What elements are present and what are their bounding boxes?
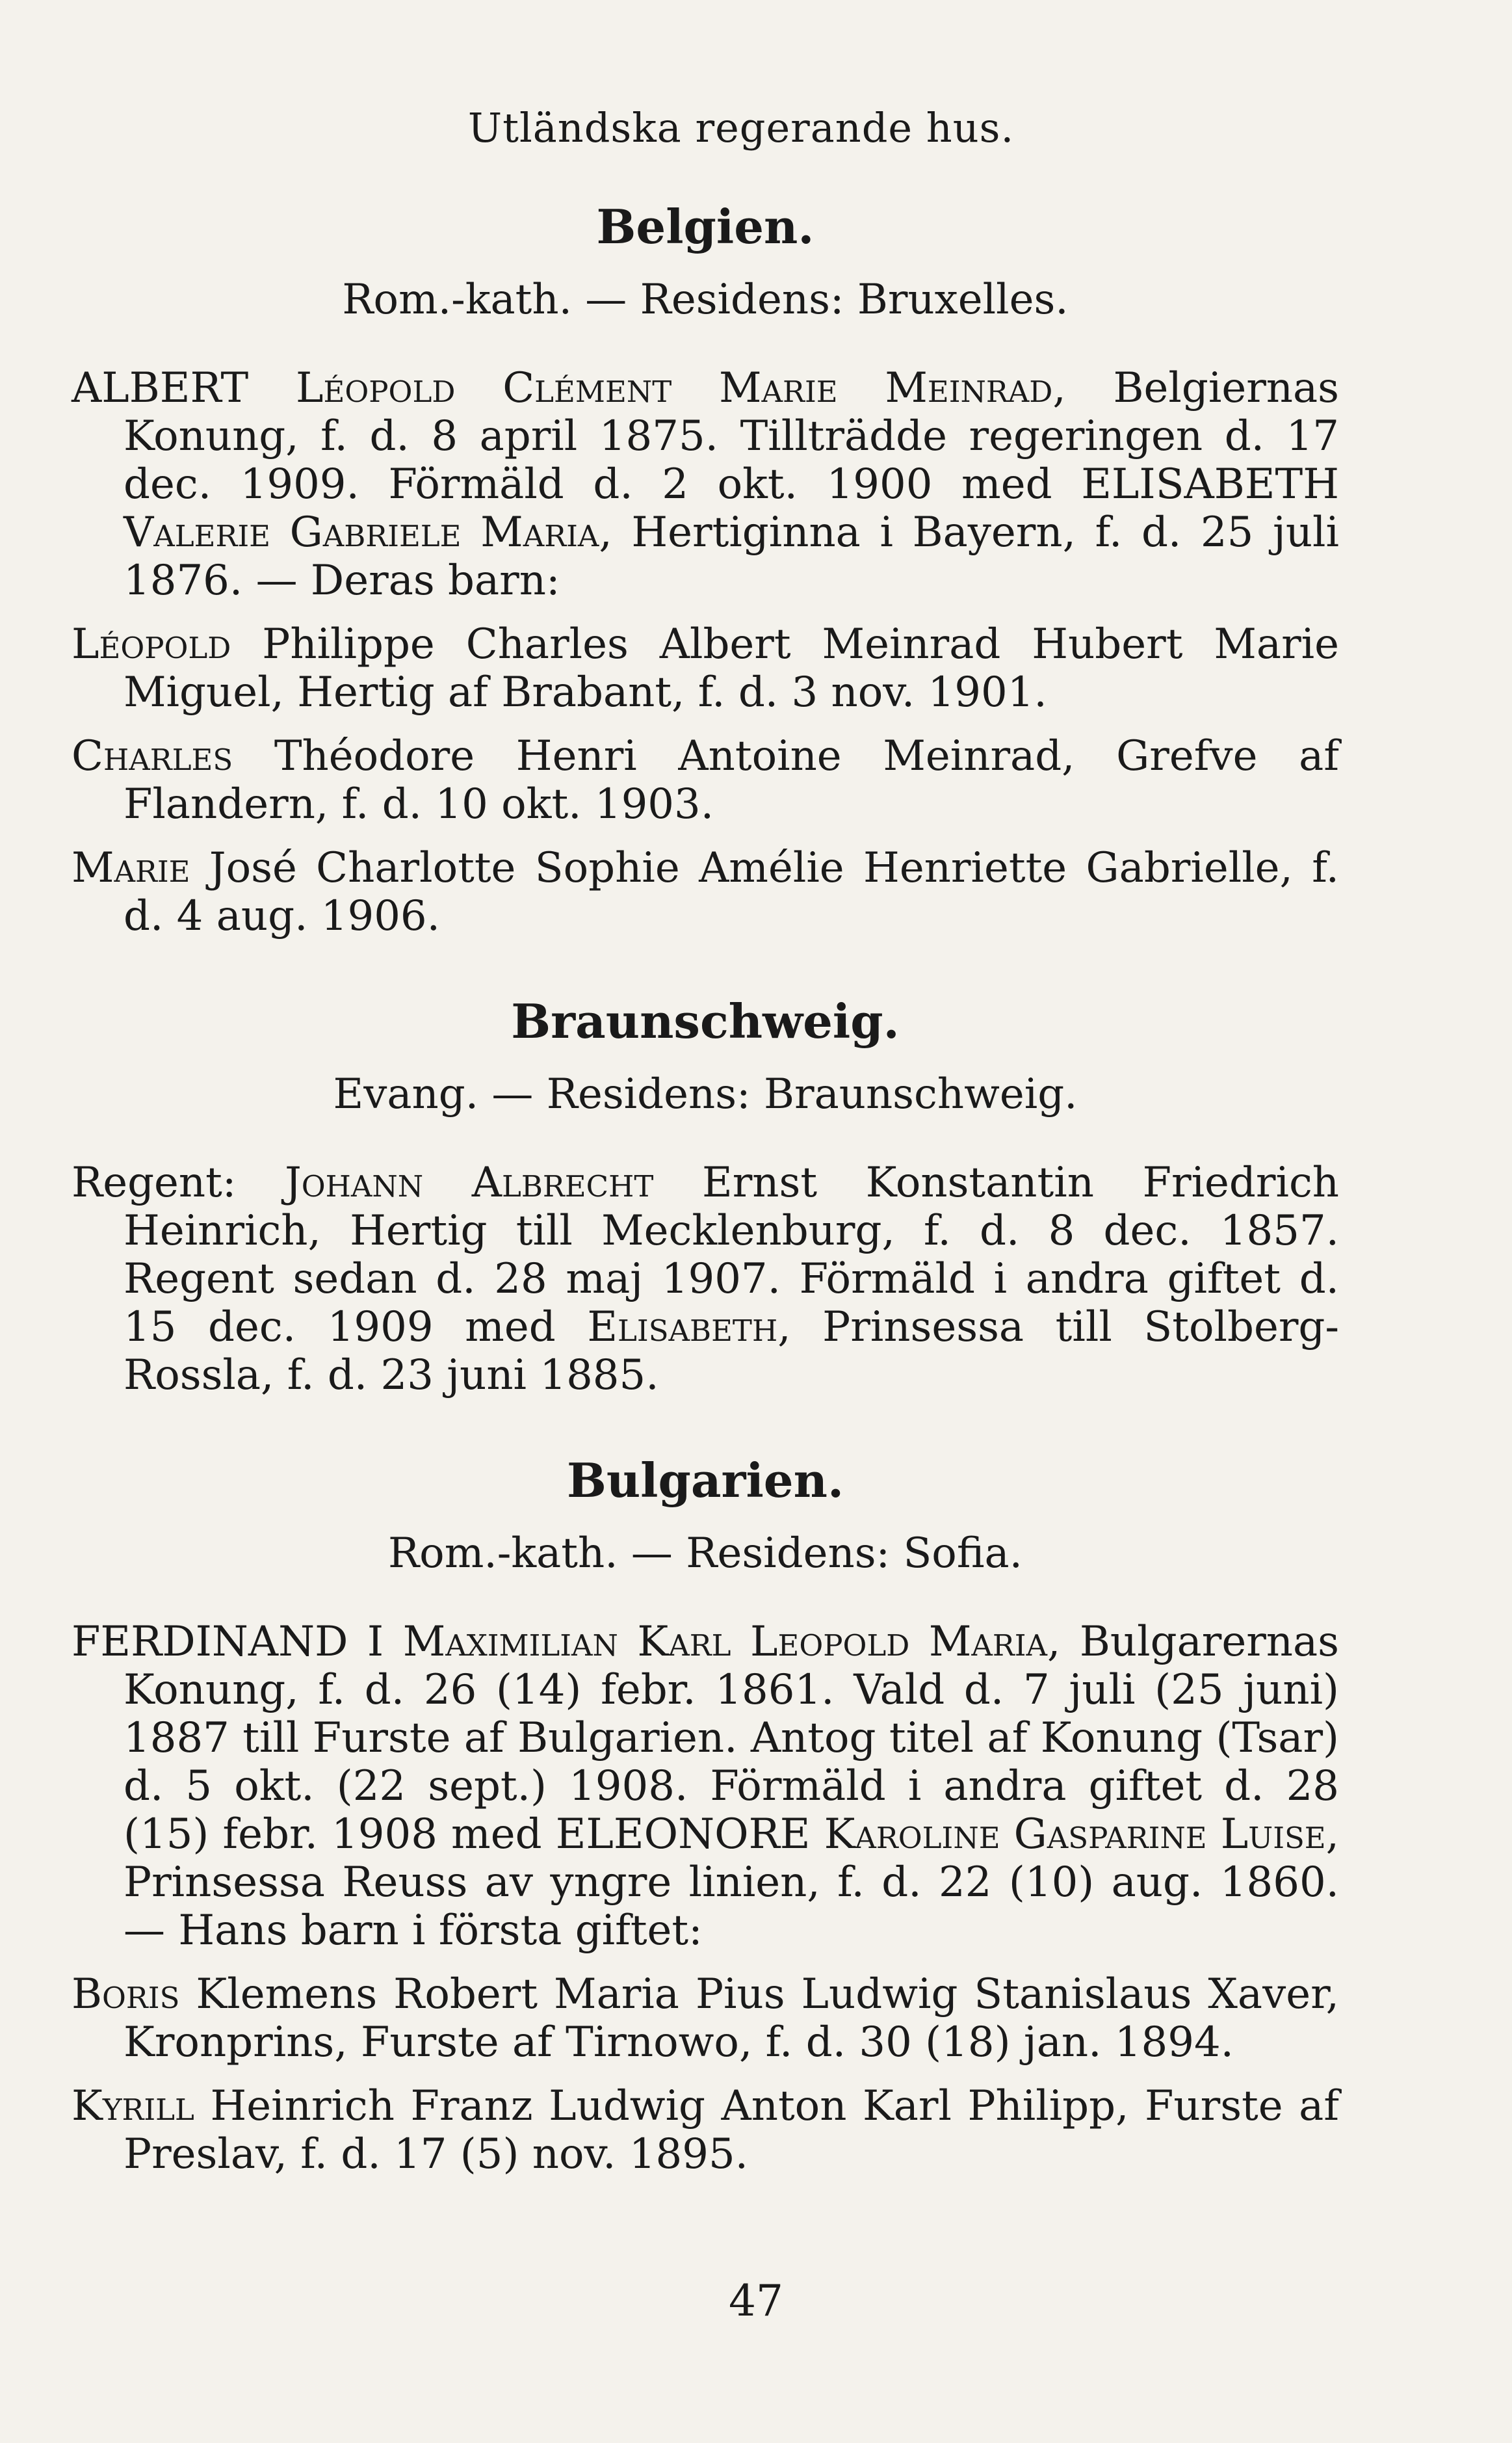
running-head: Utländska regerande hus.	[467, 104, 1015, 152]
page-body	[72, 104, 1339, 2230]
entry: FERDINAND I Maximilian Karl Leopold Maria, Bulgarernas Konung, f. d. 26 (14) febr. 1861. Vald d. 7 juli (25 juni) 1887 till Furste af Bulgarien. Antog titel af Konung (Tsar) d. 5 okt. (22 sept.) 1908. Förmäld i andra giftet d. 28 (15) febr. 1908 med ELEONORE Karoline Gasparine Luise, Prinsessa Reuss av yngre linien, f. d. 22 (10) aug. 1860. — Hans barn i första giftet:	[72, 1618, 1340, 1955]
section-subtitle: Rom.-kath. — Residens: Bruxelles.	[342, 276, 1069, 324]
section-subtitle: Evang. — Residens: Braunschweig.	[333, 1070, 1078, 1118]
section-belgien	[72, 198, 1339, 940]
entry: Boris Klemens Robert Maria Pius Ludwig Stanislaus Xaver, Kronprins, Furste af Tirnowo, f. d. 30 (18) jan. 1894.	[72, 1970, 1339, 2067]
section-title: Belgien.	[596, 199, 815, 254]
entry: ALBERT Léopold Clément Marie Meinrad, Belgiernas Konung, f. d. 8 april 1875. Tillträdde regeringen d. 17 dec. 1909. Förmäld d. 2 okt. 1900 med ELISABETH Valerie Gabriele Maria, Hertiginna i Bayern, f. d. 25 juli 1876. — Deras barn:	[72, 364, 1340, 605]
section-braunschweig	[72, 992, 1339, 1399]
entry: Charles Théodore Henri Antoine Meinrad, Grefve af Flandern, f. d. 10 okt. 1903.	[72, 732, 1339, 828]
page-number: 47	[729, 2276, 783, 2326]
entry: Regent: Johann Albrecht Ernst Konstantin Friedrich Heinrich, Hertig till Mecklenburg, f. d. 8 dec. 1857. Regent sedan d. 28 maj 1907. Förmäld i andra giftet d. 15 dec. 1909 med Elisabeth, Prinsessa till Stolberg-Rossla, f. d. 23 juni 1885.	[72, 1159, 1340, 1399]
entry: Léopold Philippe Charles Albert Meinrad Hubert Marie Miguel, Hertig af Brabant, f. d. 3 nov. 1901.	[72, 620, 1339, 717]
section-title: Braunschweig.	[511, 994, 900, 1049]
section-title: Bulgarien.	[566, 1453, 844, 1508]
section-bulgarien	[72, 1451, 1339, 2178]
entry: Kyrill Heinrich Franz Ludwig Anton Karl Philipp, Furste af Preslav, f. d. 17 (5) nov. 1895.	[72, 2082, 1339, 2178]
entry: Marie José Charlotte Sophie Amélie Henriette Gabrielle, f. d. 4 aug. 1906.	[72, 844, 1339, 940]
section-subtitle: Rom.-kath. — Residens: Sofia.	[387, 1529, 1023, 1578]
